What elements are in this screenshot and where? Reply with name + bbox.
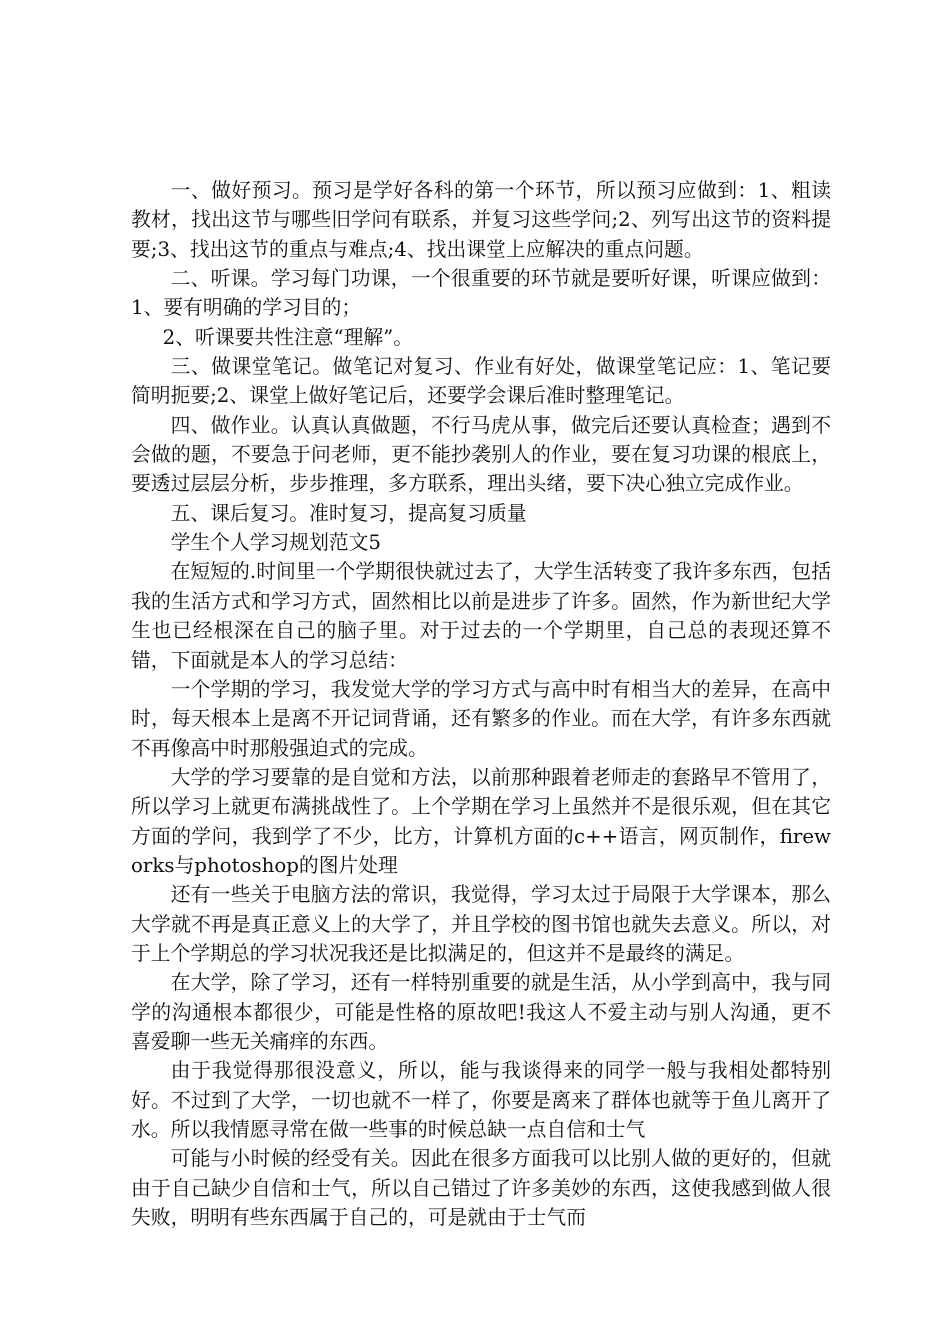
document-body [131,176,831,1232]
paragraph-self-discipline: 大学的学习要靠的是自觉和方法，以前那种跟着老师走的套路早不管用了，所以学习上就更布满挑战性了。上个学期在学习上虽然并不是很乐观，但在其它方面的学问，我到学了不少，比方，计算机方面的c++语言，网页制作，fireworks与photoshop的图片处理 [131,765,831,877]
paragraph-semester-summary: 在短短的.时间里一个学期很快就过去了，大学生活转变了我许多东西，包括我的生活方式和学习方式，固然相比以前是进步了许多。固然，作为新世纪大学生也已经根深在自己的脑子里。对于过去的一个学期里，自己总的表现还算不错，下面就是本人的学习总结： [131,560,831,672]
paragraph-preview: 一、做好预习。预习是学好各科的第一个环节，所以预习应做到：1、粗读教材，找出这节与哪些旧学问有联系，并复习这些学问;2、列写出这节的资料提要;3、找出这节的重点与难点;4、找出课堂上应解决的重点问题。 [131,179,831,261]
paragraph-friendship: 由于我觉得那很没意义，所以，能与我谈得来的同学一般与我相处都特别好。不过到了大学，一切也就不一样了，你要是离来了群体也就等于鱼儿离开了水。所以我情愿寻常在做一些事的时候总缺一点自信和士气 [131,1059,831,1141]
paragraph-computer-knowledge: 还有一些关于电脑方法的常识，我觉得，学习太过于局限于大学课本，那么大学就不再是真正意义上的大学了，并且学校的图书馆也就失去意义。所以，对于上个学期总的学习状况我还是比拟满足的，但这并不是最终的满足。 [131,883,831,965]
paragraph-life: 在大学，除了学习，还有一样特别重要的就是生活，从小学到高中，我与同学的沟通根本都很少，可能是性格的原故吧!我这人不爱主动与别人沟通，更不喜爱聊一些无关痛痒的东西。 [131,971,831,1053]
paragraph-confidence: 可能与小时候的经受有关。因此在很多方面我可以比别人做的更好的，但就由于自己缺少自信和士气，所以自己错过了许多美妙的东西，这使我感到做人很失败，明明有些东西属于自己的，可是就由于士气而 [131,1147,831,1230]
section-heading: 学生个人学习规划范文5 [170,531,381,555]
paragraph-homework: 四、做作业。认真认真做题，不行马虎从事，做完后还要认真检查；遇到不会做的题，不要急于问老师，更不能抄袭别人的作业，要在复习功课的根底上，要透过层层分析，步步推理，多方联系，理出头绪，要下决心独立完成作业。 [131,413,831,496]
paragraph-notes: 三、做课堂笔记。做笔记对复习、作业有好处，做课堂笔记应：1、笔记要简明扼要;2、课堂上做好笔记后，还要学会课后准时整理笔记。 [131,355,831,408]
paragraph-listening-understanding: 2、听课要共性注意“理解”。 [162,325,414,349]
paragraph-review: 五、课后复习。准时复习，提高复习质量 [170,501,527,525]
paragraph-listening: 二、听课。学习每门功课，一个很重要的环节就是要听好课，听课应做到：1、要有明确的学习目的； [131,267,831,320]
paragraph-learning-difference: 一个学期的学习，我发觉大学的学习方式与高中时有相当大的差异，在高中时，每天根本上是离不开记词背诵，还有繁多的作业。而在大学，有许多东西就不再像高中时那般强迫式的完成。 [131,677,831,760]
